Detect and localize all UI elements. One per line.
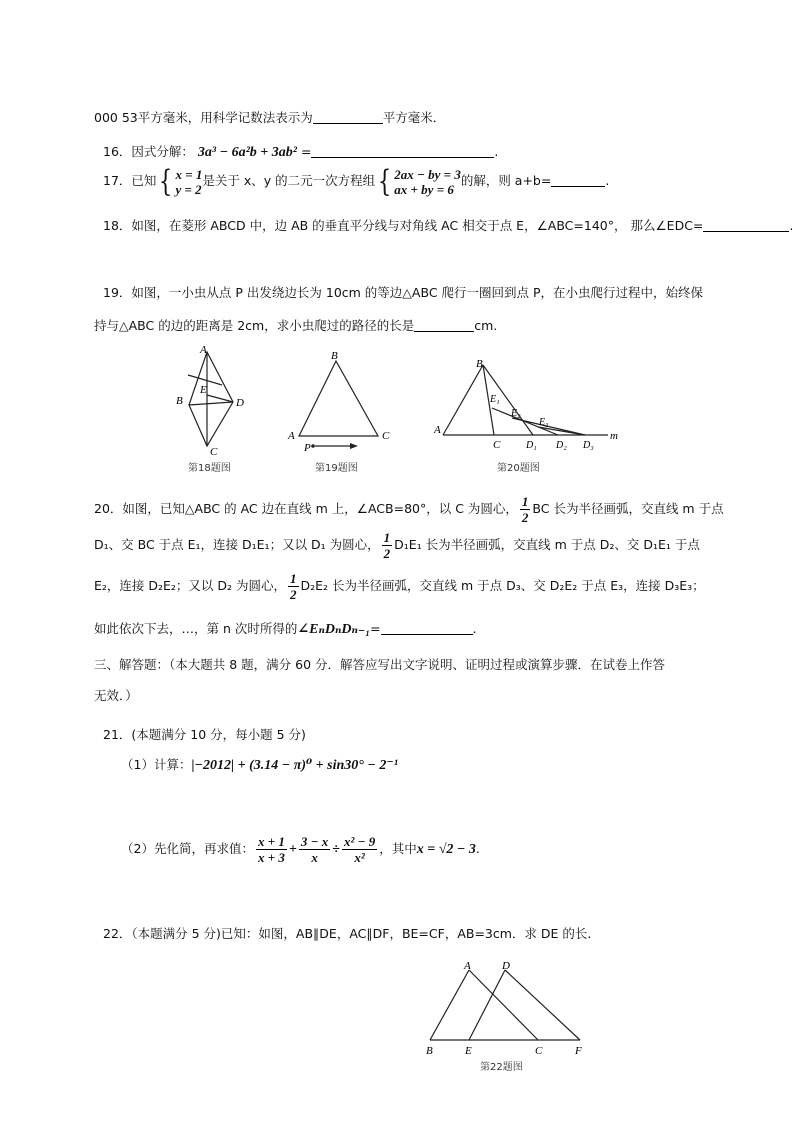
fig22-label-b: B xyxy=(426,1045,433,1057)
fig22-label-d: D xyxy=(502,960,510,972)
fraction-3: $\frac{\text{x² − 9}}{\text{x²}}$ xyxy=(343,834,376,865)
answer-blank[interactable] xyxy=(311,144,494,158)
fig19-point-p xyxy=(311,444,315,448)
answer-blank[interactable] xyxy=(551,173,605,187)
question-21-part1: （1）计算：|−2012| + (3.14 − π)⁰ + sin30° − 2⁻¹ xyxy=(121,757,398,773)
fig22-label-c: C xyxy=(535,1045,543,1057)
fig22-label-e: E xyxy=(465,1045,472,1057)
question-20-line2: D₁、交 BC 于点 E₁，连接 D₁E₁；又以 D₁ 为圆心， $\frac{1}{2}$ D₁E₁ 长为半径画弧，交直线 m 于点 D₂、交 D₁E₁ 于点 xyxy=(94,530,700,561)
answer-blank[interactable] xyxy=(381,621,473,635)
section-3-heading: 三、解答题：（本大题共 8 题，满分 60 分．解答应写出文字说明、证明过程或演算步骤．在试卷上作答 xyxy=(94,657,666,672)
fig20-caption: 第20题图 xyxy=(497,463,540,474)
fig19-caption: 第19题图 xyxy=(315,463,358,474)
q15-tail: 000 53平方毫米，用科学记数法表示为 平方毫米． xyxy=(94,110,446,125)
fig19-label-p: P xyxy=(304,442,311,454)
fig19-label-b: B xyxy=(331,350,338,362)
question-19-line1: 19．如图，一小虫从点 P 出发绕边长为 10cm 的等边△ABC 爬行一圈回到点 P，在小虫爬行过程中，始终保 xyxy=(103,285,704,300)
fig19-label-c: C xyxy=(382,430,390,442)
question-20-line4: 如此依次下去，…，第 n 次时所得的∠EₙDₙDₙ₋₁= . xyxy=(94,621,477,637)
figure-20 xyxy=(443,365,608,435)
fig20-label-e1: E₁ xyxy=(490,394,500,405)
figure-22 xyxy=(420,958,600,1078)
fig18-label-b: B xyxy=(176,395,183,407)
fig20-label-e2: E₂ xyxy=(511,408,521,419)
fig18-label-c: C xyxy=(210,446,218,458)
question-21-header: 21．(本题满分 10 分，每小题 5 分) xyxy=(103,727,306,742)
fraction-half: $\frac{1}{2}$ xyxy=(383,530,391,561)
fig20-label-d3: D₃ xyxy=(583,440,594,451)
fig22-label-f: F xyxy=(575,1045,582,1057)
question-17: 17．已知 { x = 1 y = 2 是关于 x、y 的二元一次方程组 { 2ax − by = 3 ax + by = 6 的解，则 a+b= . xyxy=(103,163,610,199)
fig22-caption: 第22题图 xyxy=(480,1062,523,1073)
figure-18 xyxy=(188,352,233,446)
fig18-caption: 第18题图 xyxy=(188,463,231,474)
question-22: 22．（本题满分 5 分)已知：如图，AB∥DE，AC∥DF，BE=CF，AB=3cm．求 DE 的长. xyxy=(103,926,592,941)
fig18-label-a: A xyxy=(200,344,207,356)
fraction-half: $\frac{1}{2}$ xyxy=(290,571,297,602)
fraction-1: $\frac{x + 1}{x + 3}$ xyxy=(257,834,285,865)
fig18-label-d: D xyxy=(236,397,244,409)
answer-blank[interactable] xyxy=(703,218,789,232)
fig20-label-d2: D₂ xyxy=(556,440,567,451)
answer-blank[interactable] xyxy=(414,318,474,332)
figure-19 xyxy=(299,361,378,436)
figures-row xyxy=(160,338,640,478)
fig20-label-m: m xyxy=(610,430,618,442)
fig18-label-e: E xyxy=(200,384,207,396)
answer-blank[interactable] xyxy=(313,110,383,124)
question-16: 16．因式分解： 3a³ − 6a²b + 3ab² = . xyxy=(103,144,499,160)
question-21-part2: （2）先化简，再求值： $\frac{x + 1}{x + 3}$ + $\frac{3 - x}{x}$ ÷ $\frac{\text{x² − 9}}{\text{x²}}$ ，其中x = √2 − 3. xyxy=(121,834,480,865)
fig20-label-d1: D₁ xyxy=(526,440,537,451)
fig19-label-a: A xyxy=(288,430,295,442)
question-18: 18．如图，在菱形 ABCD 中，边 AB 的垂直平分线与对角线 AC 相交于点 E，∠ABC=140°， 那么∠EDC= . xyxy=(103,218,794,233)
fig20-label-b: B xyxy=(476,358,483,370)
fig20-label-e3: E₃ xyxy=(539,417,549,428)
question-20-line3: E₂，连接 D₂E₂；又以 D₂ 为圆心， $\frac{1}{2}$ D₂E₂ 长为半径画弧，交直线 m 于点 D₃、交 D₂E₂ 于点 E₃，连接 D₃E₃； xyxy=(94,571,705,602)
fraction-half: $\frac{1}{2}$ xyxy=(521,494,529,525)
equation-system: { 2ax − by = 3 ax + by = 6 xyxy=(378,163,461,199)
fig22-label-a: A xyxy=(464,960,471,972)
section-3-heading-cont: 无效．） xyxy=(94,688,138,703)
fig20-label-c: C xyxy=(493,439,501,451)
question-20-line1: 20．如图，已知△ABC 的 AC 边在直线 m 上，∠ACB=80°，以 C 为圆心， $\frac{1}{2}$ BC 长为半径画弧，交直线 m 于点 xyxy=(94,494,724,525)
equation-system-solution: { x = 1 y = 2 xyxy=(159,163,203,199)
question-19-line2: 持与△ABC 的边的距离是 2cm，求小虫爬过的路径的长是 cm. xyxy=(94,318,498,333)
fig20-label-a: A xyxy=(434,424,441,436)
fraction-2: $\frac{3 - x}{x}$ xyxy=(300,834,329,865)
fig19-arrowhead xyxy=(350,443,358,449)
